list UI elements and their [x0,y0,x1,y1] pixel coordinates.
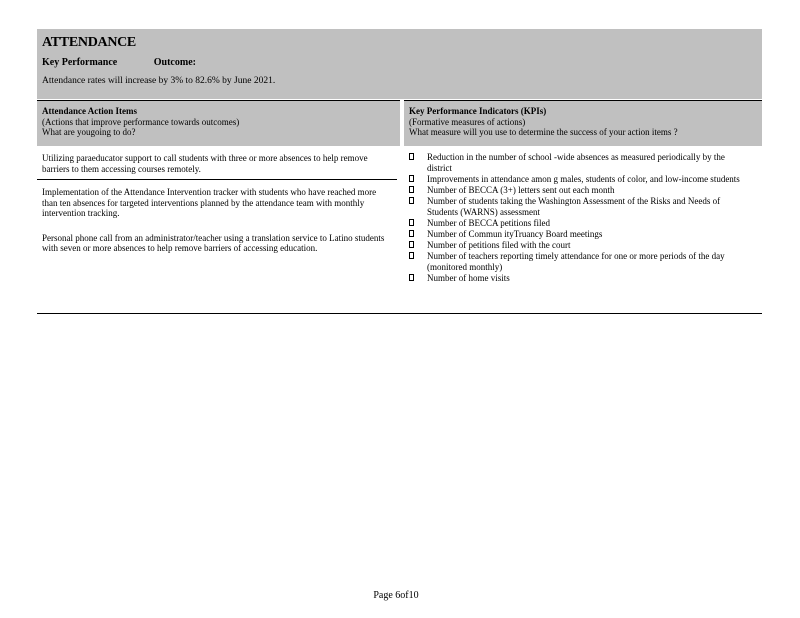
action-items-subheading: (Actions that improve performance towards outcomes) [42,116,240,127]
kpi-text: Number of BECCA petitions filed [427,218,550,228]
kpi-item [404,240,762,251]
kpi-item [404,229,762,240]
kpi-text: Number of students taking the Washington Assessment of the Risks and Needs of Students (WARNS) assessment [427,196,721,217]
bullet-box-icon [409,252,414,259]
action-items-list [37,146,397,254]
kpi-text: Number of BECCA (3+) letters sent out each month [427,185,615,195]
action-item: Personal phone call from an administrator/teacher using a translation service to Latino students with seven or more absences to help remove barriers of accessing education. [42,232,385,253]
bullet-box-icon [409,241,414,248]
kpi-text: Number of home visits [427,273,510,283]
bullet-box-icon [409,153,414,160]
key-performance-line [42,57,196,68]
goal-statement: Attendance rates will increase by 3% to 82.6% by June 2021. [42,76,276,86]
action-items-question: What are yougoing to do? [42,127,136,137]
kpi-list [404,146,762,284]
kpi-text: Number of Commun ityTruancy Board meetings [427,229,603,239]
action-items-header [37,100,400,146]
bullet-box-icon [409,230,414,237]
kpi-text: Number of teachers reporting timely attendance for one or more periods of the day (monitored monthly) [427,251,725,272]
kpi-question: What measure will you use to determine the success of your action items ? [409,127,678,137]
page-number: Page 6of10 [373,590,419,601]
kpi-subheading: (Formative measures of actions) [409,116,526,127]
action-item: Utilizing paraeducator support to call students with three or more absences to help remove barriers to them accessing courses remotely. [37,146,397,180]
kpi-heading: Key Performance Indicators (KPIs) [409,106,547,116]
kpi-item [404,273,762,284]
kpi-item [404,185,762,196]
outcome-label: Outcome: [153,57,196,68]
table-bottom-rule [37,313,762,314]
kpi-item [404,251,762,273]
kpi-text: Number of petitions filed with the court [427,240,571,250]
kpi-item [404,174,762,185]
section-title: ATTENDANCE [42,35,136,50]
header-box [37,29,762,99]
bullet-box-icon [409,274,414,281]
action-item: Implementation of the Attendance Intervention tracker with students who have reached more than ten absences for targeted interventions planned by the attendance team with monthly intervention tracking. [42,187,377,218]
kpi-item [404,196,762,218]
key-performance-label: Key Performance [42,57,118,68]
kpi-header [404,100,762,146]
kpi-item [404,218,762,229]
action-items-heading: Attendance Action Items [42,106,137,116]
bullet-box-icon [409,186,414,193]
bullet-box-icon [409,219,414,226]
kpi-text: Improvements in attendance amon g males, students of color, and low-income students [427,174,740,184]
kpi-text: Reduction in the number of school -wide absences as measured periodically by the district [427,152,725,173]
kpi-item [404,152,762,174]
bullet-box-icon [409,175,414,182]
bullet-box-icon [409,197,414,204]
